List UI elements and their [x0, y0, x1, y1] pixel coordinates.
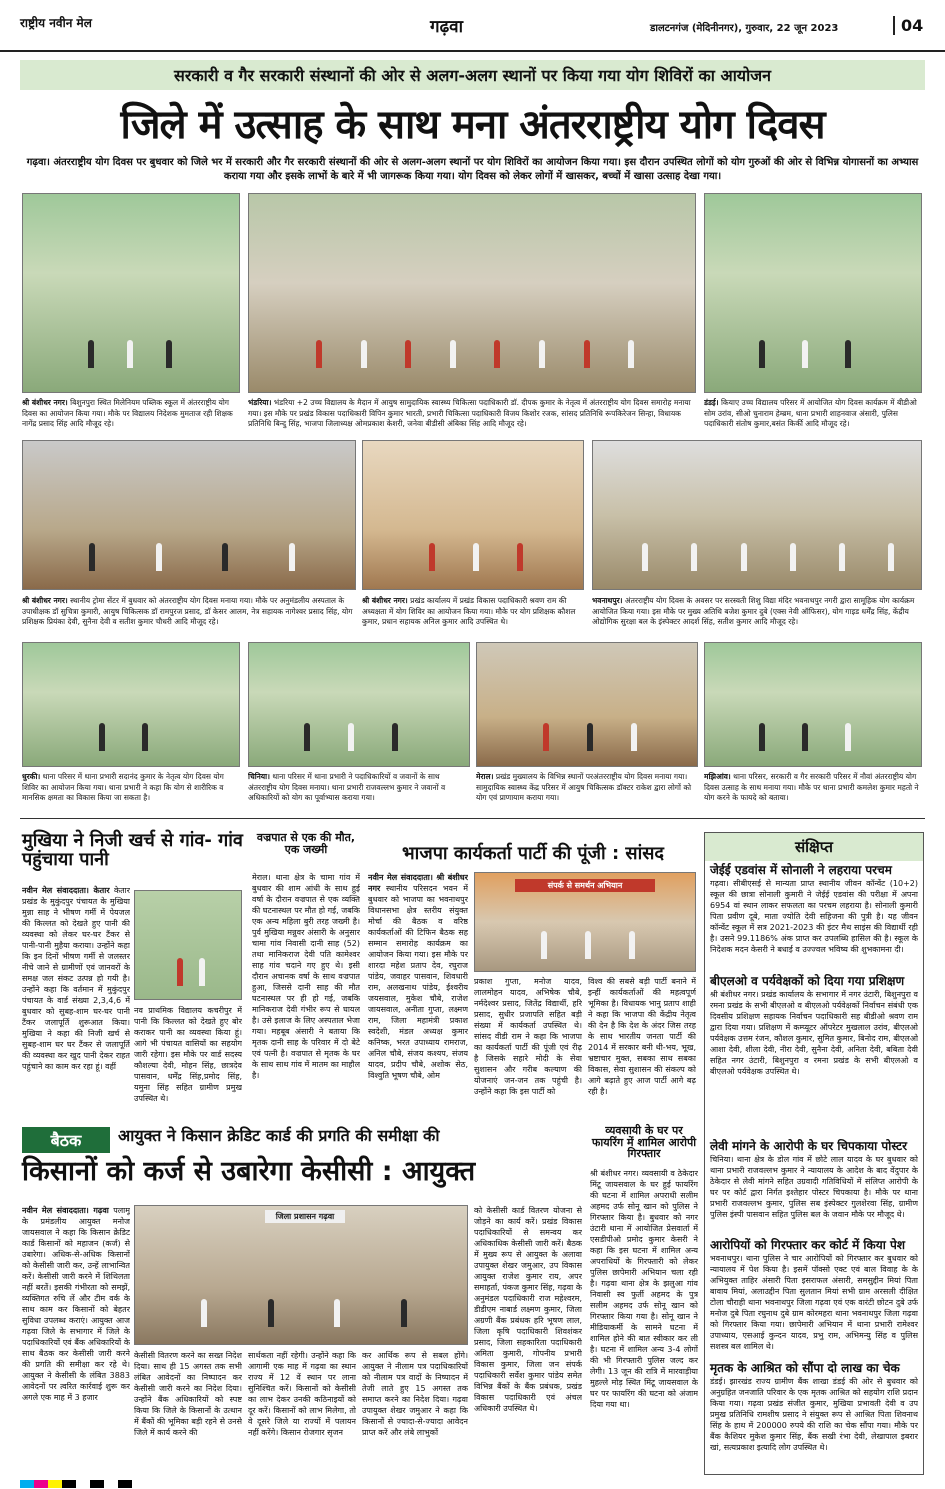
yoga-photo-9 — [476, 642, 698, 767]
yoga-photo-1 — [22, 193, 240, 393]
mukhiya-photo — [134, 890, 242, 1000]
yoga-photo-7 — [22, 642, 240, 767]
mukhiya-headline: मुखिया ने निजी खर्च से गांव- गांव पहुंचाया पानी — [22, 830, 243, 870]
firing-body: श्री बंशीधर नगर। व्यवसायी व ठेकेदार मिंटू जायसवाल के घर हुई फायरिंग की घटना में शामिल अपराधी सलीम अहमद उर्फ सोनू खान को पुलिस ने गिरफ्तार किया है। बुधवार को नगर उंटारी थाना में आयोजित प्रेसवार्ता में एसडीपीओ प्रमोद कुमार केसरी ने कहा कि इस घटना में शामिल अन्य अपराधियों के गिरफ्तारी को लेकर पुलिस छापेमारी अभियान चला रही है। गढ़वा थाना क्षेत्र के झलुआ गांव निवासी स्व फुर्ती अहमद के पुत्र सलीम अहमद उर्फ सोनू खान को गिरफ्तार किया गया है। सोनू खान ने मीडियाकर्मी के सामने घटना में शामिल होने की बात स्वीकार कर ली है। घटना में शामिल अन्य 3-4 लोगों की भी गिरफ्तारी पुलिस जल्द कर लेगी। 13 जून की रात्रि में मारवाड़ीया मुहल्ले मोड़ स्थित मिंटू जायसवाल के घर पर फायरिंग की घटना को अंजाम दिया गया था। — [590, 1169, 698, 1409]
brief-body-1: गढ़वा। सीबीएसई से मान्यता प्राप्त स्थानीय जीवन कॉन्वेंट (10+2) स्कूल की छात्रा सोनाली कुमारी ने जेईई एडवांस की परीक्षा में अपना 6954 वां स्थान लाकर सफलता का परचम लहराया है। सोनाली कुमारी पिता प्रवीण दूबे, माता ज्योति देवी सहिजना की पुत्री है। यह जीवन कॉन्वेंट स्कूल में सत्र 2021-2023 की इंटर मैथ साइंस की विद्यार्थी रही है। उसने 99.1186% अंक प्राप्त कर उपलब्धि हासिल की है। स्कूल के निदेशक मदन केसरी ने बधाई व उज्ज्वल भविष्य की शुभकामना दी। — [710, 879, 918, 954]
section-name: गढ़वा — [430, 17, 463, 37]
brief-title-5: मृतक के आश्रित को सौंपा दो लाख का चेक — [710, 1361, 900, 1375]
lightning-headline: वज्रपात से एक की मौत, एक जख्मी — [256, 831, 356, 856]
yoga-lead: गढ़वा। अंतरराष्ट्रीय योग दिवस पर बुधवार को जिले भर में सरकारी और गैर सरकारी संस्थानों की ओर से अलग-अलग स्थानों पर योग शिविरों का आयोजन किया गया। इस दौरान उपस्थित लोगों को योग गुरुओं की ओर से विभिन्न योगासनों का अभ्यास कराया गया और इसके लाभों के बारे में भी जागरूक किया गया। योग दिवस को लेकर लोगों में खासकर, बच्चों में खासा उत्साह देखा गया। — [26, 157, 919, 182]
yoga-photo-6 — [592, 440, 922, 590]
page-number: 04 — [893, 16, 923, 35]
kcc-body-col2: केसीसी वितरण करने का सख्त निदेश दिया। साथ ही 15 अगस्त तक सभी लंबित आवेदनों का निष्पादन कर केसीसी जारी करने का निदेश दिया। उन्होंने बैंक अधिकारियों को स्पष्ट किया कि जिले के किसानों के उत्थान में बैंकों की भूमिका बड़ी रहने से उनसे जिले में कार्य करने की — [134, 1351, 242, 1437]
yoga-caption-8: चिनिया। थाना परिसर में थाना प्रभारी ने पदाधिकारियों व जवानों के साथ अंतरराष्ट्रीय योग दिवस मनाया। थाना प्रभारी राजवल्लभ कुमार ने जवानों व अधिकारियों को योग का पूर्वाभ्यास कराया गया। — [248, 772, 446, 802]
brief-body-4: भवनाथपुर। थाना पुलिस ने चार आरोपियों को गिरफ्तार कर बुधवार को न्यायालय में पेश किया है। इसमें पॉक्सो एक्ट एवं बाल विवाह के के अभियुक्त ताहिर अंसारी पिता इसराफल अंसारी, समसुद्दीन मियां पिता बावाय मियां, अलाउद्दीन पिता सुलतान मियां सभी ग्राम अरसली दीक्षित टोला चौराही थाना भवनाथपुर जिला गढ़वा एवं एक वारंटी छोटन दुबे उर्फ मनोज दुबे पिता रघुनाथ दुबे ग्राम कोरमहरा थाना भवनाथपुर जिला गढ़वा को गिरफ्तार किया गया। छापेमारी अभियान में थाना प्रभारी रामेश्वर उपाध्याय, एसआई कुन्दन यादव, प्रभु राम, अभिमन्यु सिंह व पुलिस सशस्त्र बल शामिल थे। — [710, 1254, 918, 1351]
yoga-caption-5: श्री बंशीधर नगर। प्रखंड कार्यालय में प्रखंड विकास पदाधिकारी श्रवण राम की अध्यक्षता में योग शिविर का आयोजन किया गया। मौके पर योग प्रशिक्षक कौशल कुमार, प्रधान सहायक अनिल कुमार आदि उपस्थित थे। — [362, 596, 576, 626]
yoga-caption-6: भवनाथपुर। अंतरराष्ट्रीय योग दिवस के अवसर पर सरस्वती शिशु विद्या मंदिर भवनाथपुर नगरी द्वारा सामूहिक योग कार्यक्रम आयोजित किया गया। इस मौके पर मुख्य अतिथि बजेश कुमार दुबे (एक्स नेवी ऑफिसर), योग गाइड धर्मेंद्र सिंह, केंद्रीय ओद्योगिक सुरक्षा बल के इंस्पेक्टर आदर्श सिंह, सतीश कुमार आदि मौजूद रहे। — [592, 596, 915, 626]
yoga-caption-10: मझिआंव। थाना परिसर, सरकारी व गैर सरकारी परिसर में नौवां अंतरराष्ट्रीय योग दिवस उत्साह के साथ मनाया गया। मौके पर थाना प्रभारी कमलेश कुमार महतो ने योग करने के फायदे को बताया। — [704, 772, 919, 802]
yoga-photo-3 — [704, 193, 922, 393]
lightning-body: मेराल। थाना क्षेत्र के चामा गांव में बुधवार की शाम आंधी के साथ हुई वर्षा के दौरान वज्रपात से एक व्यक्ति की घटनास्थल पर मौत हो गई, जबकि एक अन्य महिला बुरी तरह जख्मी है। पुर्व मुखिया मन्नुवर अंसारी के अनुसार चामा गांव निवासी दानी साह (52) तथा मानिकराज देवी पति कामेश्वर साह गांव चदाने गए हुए थे। इसी दौरान अचानक वर्षा के साथ वज्रपात हुआ, जिससे दानी साह की मौत घटनास्थल पर ही हो गई, जबकि मानिकराज देवी गंभीर रूप से घायल है। उसे इलाज के लिए अस्पताल भेजा गया। महबूब अंसारी ने बताया कि मृतक दानी साह के परिवार में दो बेटे एवं पत्नी है। वज्रपात से मृतक के घर के साथ साथ गांव में मातम का माहौल है। — [252, 873, 360, 1080]
kcc-photo-banner: जिला प्रशासन गढ़वा — [265, 1210, 345, 1223]
bjp-body-col1: नवीन मेल संवाददाता। श्री बंशीधर नगर स्थानीय परिसदन भवन में बुधवार को भाजपा का भवनाथपुर विधानसभा क्षेत्र स्तरीय संयुक्त मोर्चा की बैठक व वरिष्ठ कार्यकर्ताओं की टिफिन बैठक सह सम्मान समारोह कार्यक्रम का आयोजन किया गया। इस मौके पर शारदा महेश प्रताप देव, रघुराज पांडेय, जवाहर पासवान, शिवधारी राम, अलखनाथ पांडेय, ईश्वरीय जयसवाल, मुकेश चौबे, राजेश जायसवाल, अनीता गुप्ता, लक्ष्मण राम, जिला महामंत्री प्रकाश स्वदेशी, मंडल अध्यक्ष कुमार कनिष्क, भरत उपाध्याय रामराज, अनिल चौबे, संजय कश्यप, संजय यादव, प्रदीप चौबे, अशोक सेठ, विश्वुति भूषण चौबे, ओम — [368, 873, 468, 1080]
yoga-caption-3: डंडई। कियाए उच्च विद्यालय परिसर में आयोजित योग दिवस कार्यक्रम में बीडीओ सोम उरांव, सीओ चुनाराम हेम्ब्रम, थाना प्रभारी शाहनवाज अंसारी, पुलिस पदाधिकारी संतोष कुमार,बसंत किर्की आदि मौजूद रहे। — [704, 398, 917, 428]
brief-body-5: डंडई। झारखंड राज्य ग्रामीण बैंक शाखा डंडई की ओर से बुधवार को अनुग्रहित जनजाति परिवार के एक मृतक आश्रित को सहयोग राशि प्रदान किया गया। गढ़वा प्रखंड संजीत कुमार, मुखिया प्रभावती देवी व उप प्रमुख प्रतिनिधि रामशीष प्रसाद ने संयुक्त रूप से आश्रित पिता शिवनाथ सिंह के हाथ में 200000 रुपये की राशि का चेक सौंपा गया। मौके पर बैंक कैशियर मुकेश कुमार सिंह, बैंक सखी रंभा देवी, लेखापाल इबरार खां, सत्यप्रकाश इत्यादि लोग उपस्थित थे। — [710, 1377, 918, 1452]
yoga-caption-2: भंडरिया। भंडरिया +2 उच्च विद्यालय के मैदान में आयुष सामुदायिक स्वास्थ्य चिकित्सा पदाधिकारी डॉ. दीपक कुमार के नेतृत्व में अंतरराष्ट्रीय योग दिवस समारोह मनाया गया। इस मौके पर प्रखंड विकास पदाधिकारी विपिन कुमार भारती, प्रभारी चिकित्सा पदाधिकारी विजय किशोर रजक, सांसद प्रतिनिधि रूपकिरेजन सिन्हा, विधायक प्रतिनिधि बिन्दु सिंह, भाजपा जिलाध्यक्ष ओमप्रकाश केशरी, जनेवा बीडीसी अंबिका सिंह आदि मौजूद रहे। — [248, 398, 691, 428]
kcc-photo — [134, 1205, 468, 1345]
yoga-photo-10 — [704, 642, 922, 767]
yoga-caption-9: मेराल। प्रखंड मुख्यालय के विभिन्न स्थानों परअंतरराष्ट्रीय योग दिवस मनाया गया। सामुदायिक स्वास्थ्य केंद्र परिसर में आयुष चिकित्सक डॉक्टर राकेश द्वारा लोगों को योग एवं प्राणायाम कराया गया। — [476, 772, 692, 802]
kcc-body-col3: सार्थकता नहीं रहेगी। उन्होंने कहा कि आगामी एक माह में गढ़वा का स्थान राज्य में 12 वें स्थान पर लाना सुनिश्चित करें। किसानों को केसीसी का लाभ देकर उनकी कठिनाइयों को दूर करें। किसानों को लाभ मिलेगा, तो वे दूसरे जिले या राज्यों में पलायन नहीं करेंगे। किसान रोजगार सृजन — [248, 1351, 356, 1437]
masthead — [0, 0, 945, 52]
bjp-headline: भाजपा कार्यकर्ता पार्टी की पूंजी : सांसद — [402, 843, 664, 864]
yoga-photo-5 — [362, 440, 584, 590]
bjp-photo — [474, 872, 696, 972]
kcc-label: बैठक — [22, 1127, 110, 1153]
yoga-caption-1: श्री बंशीधर नगर। बिशुनपुरा स्थित मिलेनियम पब्लिक स्कूल में अंतरराष्ट्रीय योग दिवस का आयोजन किया गया। मौके पर विद्यालय निदेशक मुमताज रही शिक्षक नागेंद्र प्रसाद सिंह आदि मौजूद रहे। — [22, 398, 233, 428]
briefs-header: संक्षिप्त — [705, 833, 923, 861]
kcc-body-col1: नवीन मेल संवाददाता। गढ़वा पलामू के प्रमंडलीय आयुक्त मनोज जायसवाल ने कहा कि किसान क्रेडिट कार्ड किसानों को महाजन (कर्ज) से उबारेगा। अधिक-से-अधिक किसानों को केसीसी जारी कर, उन्हें लाभान्वित करें। केसीसी जारी करने में शिथिलता नहीं बरतें। इसकी गंभीरता को समझें, व्यक्तिगत रुचि लें और टीम वर्क के साथ काम कर किसानों को बेहतर सुविधा उपलब्ध कराएं। आयुक्त आज गढ़वा जिले के सभागार में जिले के पदाधिकारियों एवं बैंक अधिकारियों के साथ बैठक कर केसीसी जारी करने की प्रगति की समीक्षा कर रहे थे। आयुक्त ने केसीसी के लंबित 3883 आवेदनों पर त्वरित कार्रवाई शुरू कर अगले एक माह में 3 हजार — [22, 1206, 130, 1402]
brief-title-3: लेवी मांगने के आरोपी के घर चिपकाया पोस्टर — [710, 1139, 907, 1153]
kcc-body-col4: कर आर्थिक रूप से सबल होंगे। आयुक्त ने नीलाम पत्र पदाधिकारियों को नीलाम पत्र वादों के निष्पादन में तेजी लाते हुए 15 अगस्त तक समाप्त करने का निदेश दिया। गढ़वा उपायुक्त शेखर जमुआर ने कहा कि किसानों से ज्यादा-से-ज्यादा आवेदन प्राप्त करें और लंबे लाभुकों — [362, 1351, 468, 1437]
kcc-kicker: आयुक्त ने किसान क्रेडिट कार्ड की प्रगति की समीक्षा की — [118, 1126, 440, 1145]
section-divider — [20, 818, 925, 819]
yoga-photo-4 — [22, 440, 356, 590]
yoga-caption-7: धुरकी। थाना परिसर में थाना प्रभारी सदानंद कुमार के नेतृत्व योग दिवस योग शिविर का आयोजन किया गया। थाना प्रभारी ने कहा कि योग से शारीरिक व मानसिक क्षमता का विकास किया जा सकता है। — [22, 772, 224, 802]
color-registration-bar — [20, 1480, 132, 1488]
edition-date: डालटनगंज (मेदिनीनगर), गुरुवार, 22 जून 2023 — [650, 23, 839, 34]
brief-title-4: आरोपियों को गिरफ्तार कर कोर्ट में किया पेश — [710, 1238, 905, 1252]
yoga-headline: जिले में उत्साह के साथ मना अंतरराष्ट्रीय योग दिवस — [120, 102, 825, 148]
mukhiya-body-col1: नवीन मेल संवाददाता। केतार केतार प्रखंड के मुकुंदपुर पंचायत के मुखिया मुन्ना साह ने भीषण गर्मी में पेयजल की किल्लत को देखते हुए पानी की व्यवस्था को लेकर घर-घर टैंकर से पानी-पानी मुहैया कराया। उन्होंने कहा कि इन दिनों भीषण गर्मी से जलस्तर नीचे जाने से ग्रामीणों एवं जानवरों के समक्ष जल संकट उत्पन्न हो गयी है। उन्होंने कहा कि वर्तमान में मुकुंदपुर पंचायत के वार्ड संख्या 2,3,4,6 में बुधवार को सुबह-शाम घर-घर पानी टैंकर जलापूर्ति शुरूआत किया। मुखिया ने कहा की निजी खर्च से सुबह-शाम घर घर टैंकर से जलापूर्ति की व्यवस्था कर खुद पानी देकर राहत पहुंचाने का काम कर रहा हूं। वहीं — [22, 886, 130, 1071]
newspaper-logo: राष्ट्रीय नवीन मेल — [20, 16, 92, 30]
kcc-body-col5: को केसीसी कार्ड वितरण योजना से जोड़ने का कार्य करें। प्रखंड विकास पदाधिकारियों से समन्वय कर अधिकाधिक केसीसी जारी करें। बैठक में मुख्य रूप से आयुक्त के अलावा उपायुक्त शेखर जमुआर, उप विकास आयुक्त राजेश कुमार राय, अपर समाहर्ता, पंकज कुमार सिंह, गढ़वा के अनुमंडल पदाधिकारी राज महेश्वरम, डीडीएम नाबार्ड लक्ष्मण कुमार, जिला अग्रणी बैंक प्रबंधक हरि भूषण लाल, जिला कृषि पदाधिकारी शिवशंकर प्रसाद, जिला सहकारिता पदाधिकारी अमिता कुमारी, गोपनीय प्रभारी विकास कुमार, जिला जन संपर्क पदाधिकारी सर्वेश कुमार पांडेय समेत विभिन्न बैंकों के बैंक प्रबंधक, प्रखंड विकास पदाधिकारी एवं अंचल अधिकारी उपस्थित थे। — [474, 1206, 582, 1413]
briefs-box — [704, 832, 924, 1475]
bjp-photo-banner: संपर्क से समर्थन अभियान — [515, 879, 655, 892]
mukhiya-body-col2: नव प्राथमिक विद्यालय कचरीपुर में पानी कि किल्लत को देखते हुए बोर कराकर पानी का व्यवस्था किया हूं।आगे भी पंचायत वासियों का सहयोग जारी रहेगा। इस मौके पर वार्ड सदस्य कौशल्या देवी, मोहन सिंह, छात्रदेव पासवान, धर्मेंद्र सिंह,प्रमोद सिंह, यमुना सिंह सहित ग्रामीण प्रमुख उपस्थित थे। — [134, 1006, 242, 1103]
brief-title-1: जेईई एडवांस में सोनाली ने लहराया परचम — [710, 863, 892, 877]
firing-headline: व्यवसायी के घर पर फायरिंग में शामिल आरोपी गिरफ्तार — [591, 1124, 697, 1161]
brief-body-3: चिनिया। थाना क्षेत्र के डोल गांव में छोटे लाल यादव के घर बुधवार को थाना प्रभारी राजवल्लभ कुमार ने न्यायालय के आदेश के बाद वेंदुपार के ठेकेदार से लेवी मांगने सहित उग्रवादी गतिविधियों में संलिप्त आरोपी के घर पर कोर्ट द्वारा निर्गत इश्तेहार पोस्टर चिपकाया है। मौके पर थाना प्रभारी राजवल्लभ कुमार, पुलिस सब इंस्पेक्टर गुलशेरवा सिंह, ग्रामीण पुलिस इंस्पी पासवान सहित पुलिस बल के जवान मौके पर मौजूद थे। — [710, 1155, 918, 1219]
brief-title-2: बीएलओ व पर्यवेक्षकों को दिया गया प्रशिक्षण — [710, 974, 905, 988]
yoga-photo-8 — [248, 642, 470, 767]
bjp-body-col3: विश्व की सबसे बड़ी पार्टी बनाने में इन्हीं कार्यकर्ताओं की महत्वपूर्ण भूमिका है। विधायक भानु प्रताप शाही ने कहा कि भाजपा की केंद्रीय नेतृत्व की देन है कि देश के अंदर जिस तरह के साथ भारतीय जनता पार्टी की 2014 में सरकार बनी थी-भय, भूख, भ्रष्टाचार मुक्त, सबका साथ सबका विकास, सेवा सुशासन की संकल्प को आगे बढ़ाते हुए आज पार्टी आगे बढ़ रही है। — [588, 977, 696, 1096]
bjp-body-col2: प्रकाश गुप्ता, मनोज यादव, लालमोहन यादव, अभिषेक चौबे, नर्मदेश्वर प्रसाद, जितेंद्र विद्यार्थी, हरि प्रसाद, सुधीर प्रजापति सहित बड़ी संख्या में कार्यकर्ता उपस्थित थे। सांसद वीडी राम ने कहा कि भाजपा का कार्यकर्ता पार्टी की पूंजी एवं रीढ़ है जिसके सहारे मोदी के सेवा सुशासन और गरीब कल्याण की योजनाएं जन-जन तक पहुंची है। उन्होंने कहा कि इस पार्टी को — [474, 977, 582, 1096]
yoga-caption-4: श्री बंशीधर नगर। स्थानीय ट्रोमा सेंटर में बुधवार को अंतरराष्ट्रीय योग दिवस मनाया गया। मौके पर अनुमंडलीय अस्पताल के उपाधीक्षक डॉ सुचित्रा कुमारी, आयुष चिकित्सक डॉ रामपुरज प्रसाद, डॉ केसर आलम, नेत्र सहायक नागेश्वर प्रसाद सिंह, योग प्रशिक्षक प्रियंका देवी, सुनैना देवी व सतीश कुमार चौधरी आदि मौजूद रहे। — [22, 596, 353, 626]
kcc-headline: किसानों को कर्ज से उबारेगा केसीसी : आयुक्त — [22, 1156, 476, 1187]
yoga-kicker: सरकारी व गैर सरकारी संस्थानों की ओर से अलग-अलग स्थानों पर किया गया योग शिविरों का आयोजन — [20, 60, 925, 90]
brief-body-2: श्री बंशीधर नगर। प्रखंड कार्यालय के सभागार में नगर उंटारी, बिशुनपुरा व रमना प्रखंड के सभी बीएलओ व बीएलओ पर्यवेक्षकों निर्वाचन संबंधी एक दिवसीय प्रशिक्षण सहायक निर्वाचन पदाधिकारी सह बीडीओ श्रवण राम द्वारा दिया गया। प्रशिक्षण में कम्प्यूटर ऑपरेटर मुखलाल उरांव, बीएलओ पर्यवेक्षक उत्तम रंजन, कौशल कुमार, सुमित कुमार, बिनोद राम, बीएलओ आशा देवी, शीला देवी, नीरा देवी, सुनैना देवी, अनिता देवी, बबिता देवी सहित नगर उंटारी, बिशुनपुरा व रमना प्रखंड के सभी बीएलओ व बीएलओ पर्यवेक्षक उपस्थित थे। — [710, 990, 918, 1076]
yoga-photo-2 — [248, 193, 696, 393]
